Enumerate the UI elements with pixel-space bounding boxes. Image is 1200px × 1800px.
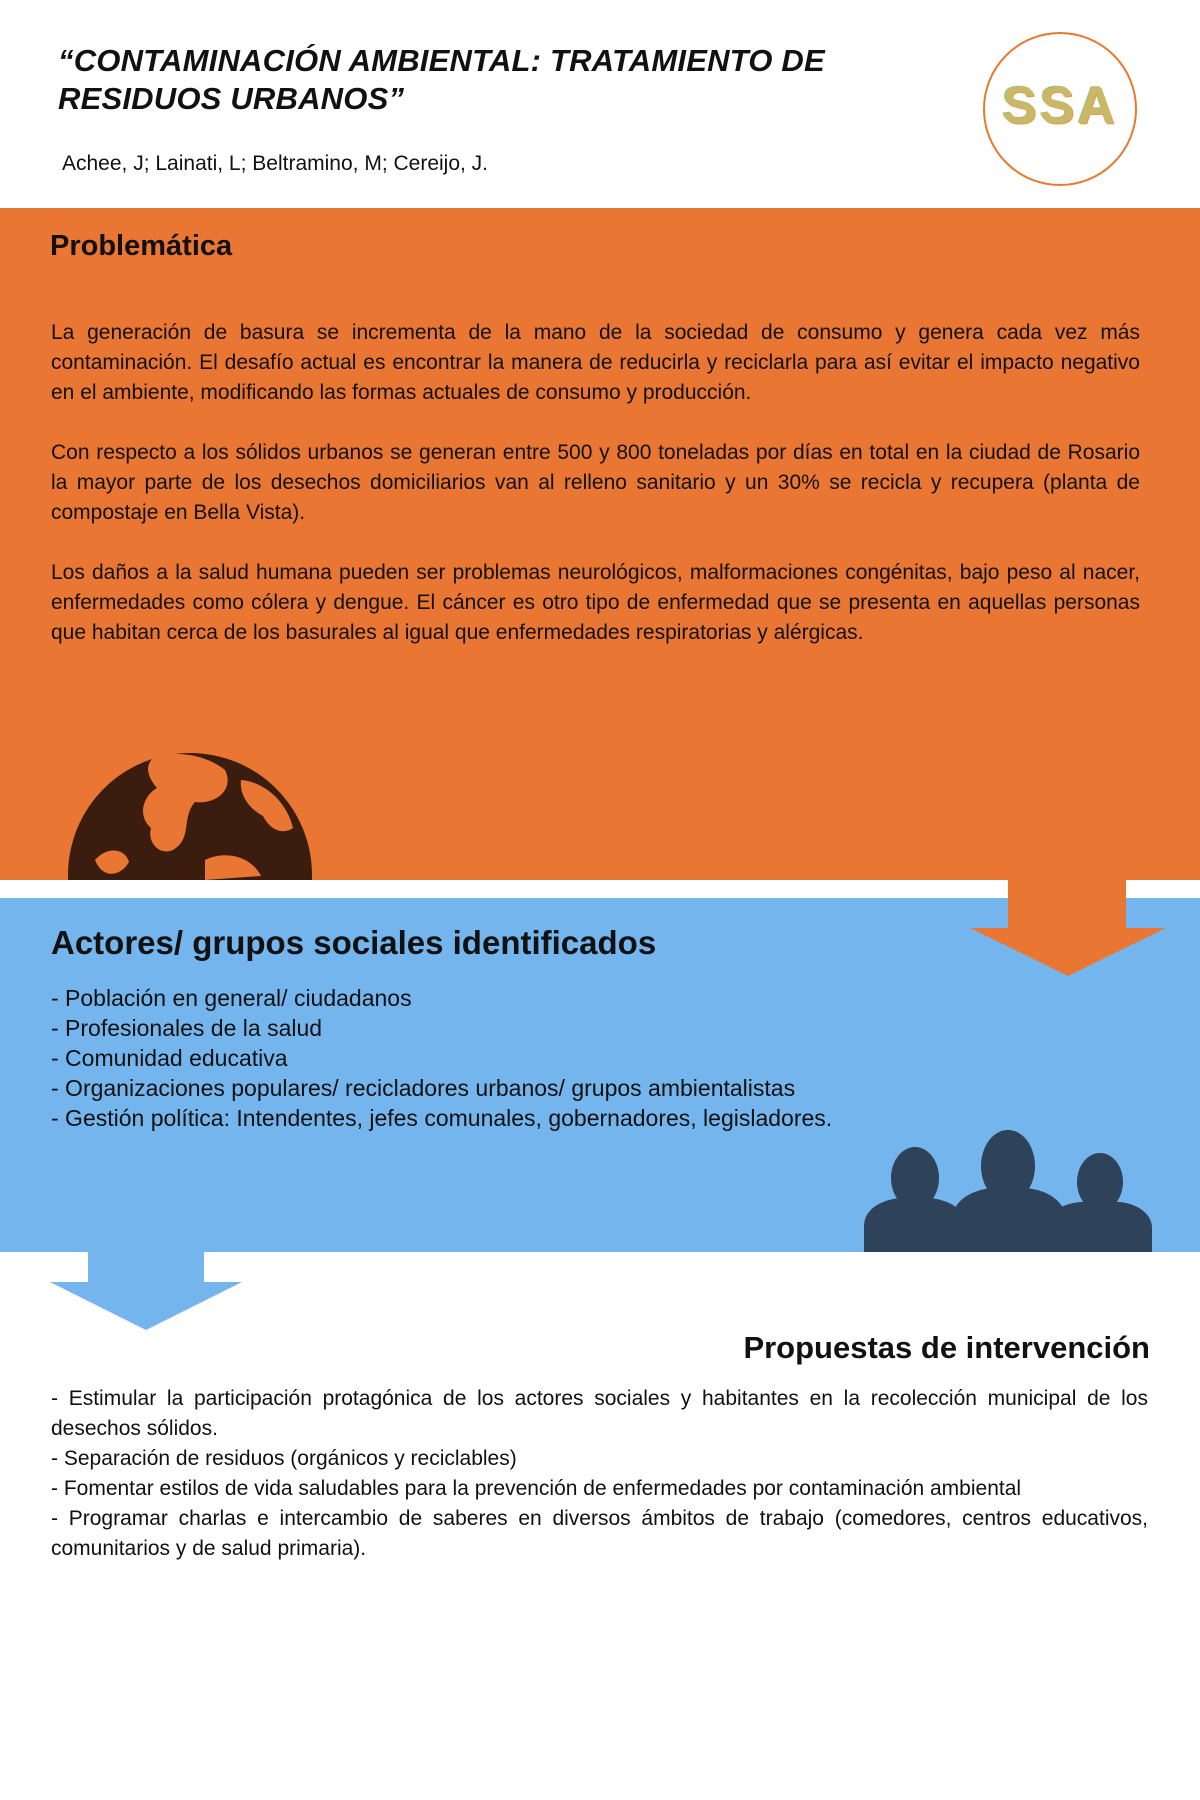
problem-heading: Problemática <box>50 230 233 262</box>
actors-list-item: - Organizaciones populares/ recicladores urbanos/ grupos ambientalistas <box>51 1075 796 1101</box>
poster-title: “CONTAMINACIÓN AMBIENTAL: TRATAMIENTO DE RESIDUOS URBANOS” <box>58 43 825 116</box>
actors-list-item: - Población en general/ ciudadanos <box>51 985 412 1011</box>
actors-heading: Actores/ grupos sociales identificados <box>51 924 657 961</box>
proposals-heading: Propuestas de intervención <box>743 1330 1150 1365</box>
actors-list <box>51 983 832 1133</box>
actors-list-item: - Comunidad educativa <box>51 1045 288 1071</box>
proposals-list-item: - Separación de residuos (orgánicos y reciclables) <box>51 1447 517 1470</box>
problem-paragraph: Los daños a la salud humana pueden ser problemas neurológicos, malformaciones congénitas, bajo peso al nacer, enfermedades como cólera y dengue. El cáncer es otro tipo de enfermedad que se presenta en aquellas personas que habitan cerca de los basurales al igual que enfermedades respiratorias y alérgicas. <box>51 561 1140 644</box>
problem-paragraph: Con respecto a los sólidos urbanos se generan entre 500 y 800 toneladas por días en total en la ciudad de Rosario la mayor parte de los desechos domiciliarios van al relleno sanitario y un 30% se recicla y recupera (planta de compostaje en Bella Vista). <box>51 441 1140 524</box>
proposals-list-item: - Estimular la participación protagónica de los actores sociales y habitantes en la recolección municipal de los desechos sólidos. <box>51 1387 1148 1440</box>
proposals-list-item: - Fomentar estilos de vida saludables para la prevención de enfermedades por contaminación ambiental <box>51 1477 1022 1500</box>
actors-list-item: - Profesionales de la salud <box>51 1015 323 1041</box>
ssa-logo <box>983 32 1137 186</box>
globe-icon <box>55 710 335 880</box>
proposals-list <box>51 1384 1148 1564</box>
down-arrow-icon <box>970 880 1166 976</box>
problem-body <box>51 318 1140 678</box>
problem-paragraph: La generación de basura se incrementa de la mano de la sociedad de consumo y genera cada vez más contaminación. El desafío actual es encontrar la manera de reducirla y reciclarla para así evitar el impacto negativo en el ambiente, modificando las formas actuales de consumo y producción. <box>51 321 1140 404</box>
authors: Achee, J; Lainati, L; Beltramino, M; Cereijo, J. <box>62 152 489 175</box>
down-arrow-icon <box>50 1252 242 1330</box>
logo-text: SSA <box>1002 77 1118 135</box>
actors-list-item: - Gestión política: Intendentes, jefes comunales, gobernadores, legisladores. <box>51 1105 833 1131</box>
people-silhouettes-icon <box>860 1128 1152 1252</box>
proposals-list-item: - Programar charlas e intercambio de saberes en diversos ámbitos de trabajo (comedores, centros educativos, comunitarios y de salud primaria). <box>51 1507 1148 1560</box>
